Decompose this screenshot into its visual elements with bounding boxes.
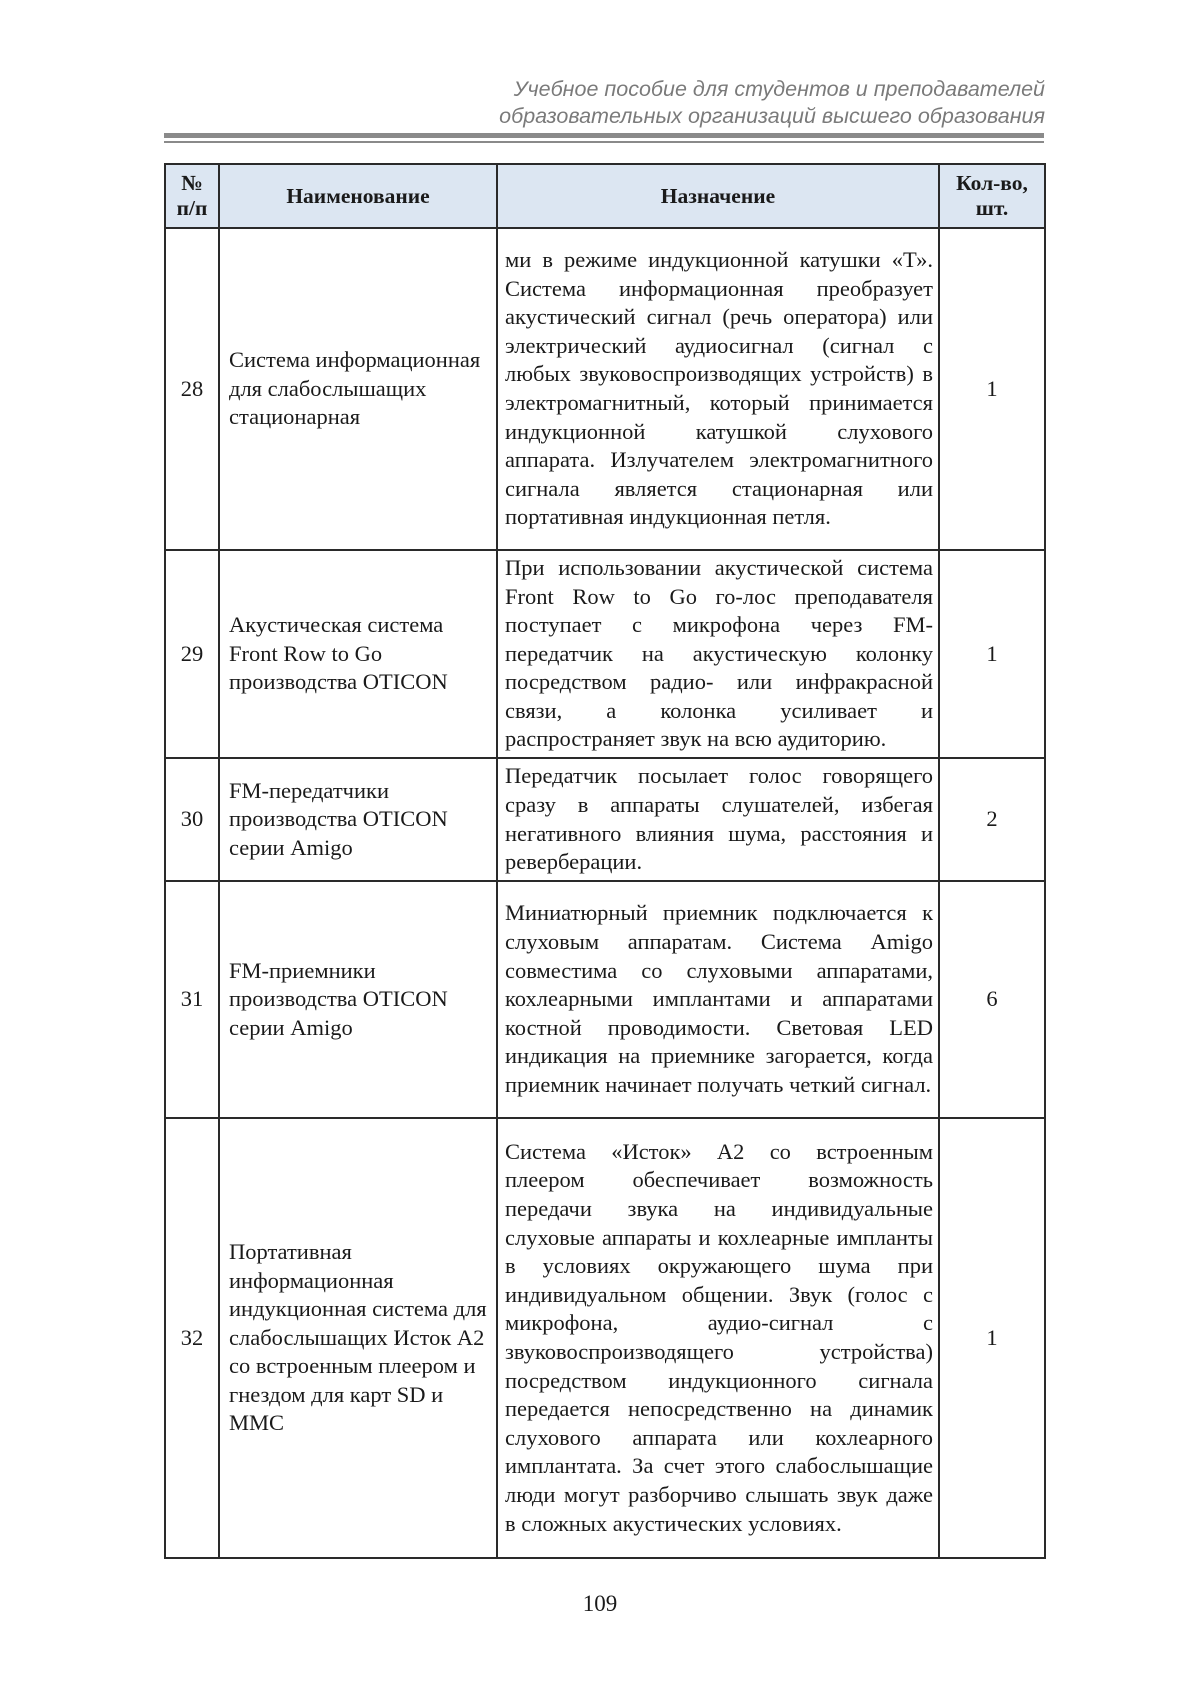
row-name: Акустическая система Front Row to Go производства OTICON [219, 550, 497, 758]
row-quantity: 6 [939, 881, 1045, 1118]
row-quantity: 1 [939, 550, 1045, 758]
table-row [165, 1118, 1045, 1558]
header-rule-thin [164, 141, 1044, 143]
row-quantity: 2 [939, 758, 1045, 881]
table-row [165, 228, 1045, 550]
table-row [165, 550, 1045, 758]
row-number: 30 [165, 758, 219, 881]
header-purpose: Назначение [497, 164, 939, 228]
page-number: 109 [582, 1591, 618, 1616]
header-qty-unit: шт. [975, 196, 1009, 220]
header-num [165, 164, 219, 228]
row-purpose: При использовании акустической система Front Row to Go го-лос преподавателя поступает с микрофона через FM-передатчик на акустическую колонку посредством радио- или инфракрасной связи, а колонка усиливает и распространяет звук на всю аудиторию. [497, 550, 939, 758]
table-row [165, 758, 1045, 881]
header-qty [939, 164, 1045, 228]
row-purpose: Передатчик посылает голос говорящего сразу в аппараты слушателей, избегая негативного влияния шума, расстояния и реверберации. [497, 758, 939, 881]
row-number: 31 [165, 881, 219, 1118]
row-name: Портативная информационная индукционная система для слабослышащих Исток А2 со встроенным плеером и гнездом для карт SD и MMC [219, 1118, 497, 1558]
row-purpose: Система «Исток» А2 со встроенным плеером обеспечивает возможность передачи звука на индивидуальные слуховые аппараты и кохлеарные импланты в условиях окружающего шума при индивидуальном общении. Звук (голос с микрофона, аудио-сигнал с звуковоспроизводящего устройства) посредством индукционного сигнала передается непосредственно на динамик слухового аппарата или кохлеарного имплантата. За счет этого слабослышащие люди могут разборчиво слышать звук даже в сложных акустических условиях. [497, 1118, 939, 1558]
header-rule-thick [164, 133, 1044, 138]
row-number: 32 [165, 1118, 219, 1558]
running-head-line-1: Учебное пособие для студентов и преподавателей [513, 77, 1045, 101]
row-number: 29 [165, 550, 219, 758]
row-quantity: 1 [939, 1118, 1045, 1558]
table-header-row [165, 164, 1045, 228]
row-number: 28 [165, 228, 219, 550]
row-name: Система информационная для слабослышащих стационарная [219, 228, 497, 550]
row-name: FM-приемники производства OTICON серии Amigo [219, 881, 497, 1118]
header-num-symbol: № [181, 171, 203, 195]
row-purpose: Миниатюрный приемник подключается к слуховым аппаратам. Система Amigo совместима со слуховыми аппаратами, кохлеарными имплантами и аппаратами костной проводимости. Световая LED индикация на приемнике загорается, когда приемник начинает получать четкий сигнал. [497, 881, 939, 1118]
row-quantity: 1 [939, 228, 1045, 550]
row-name: FM-передатчики производства OTICON серии Amigo [219, 758, 497, 881]
row-purpose: ми в режиме индукционной катушки «Т». Система информационная преобразует акустический сигнал (речь оператора) или электрический аудиосигнал (сигнал с любых звуковоспроизводящих устройств) в электромагнитный, который принимается индукционной катушкой слухового аппарата. Излучателем электромагнитного сигнала является стационарная или портативная индукционная петля. [497, 228, 939, 550]
equipment-table [164, 163, 1046, 1559]
header-num-abbrev: п/п [176, 196, 208, 220]
table-row [165, 881, 1045, 1118]
header-name: Наименование [219, 164, 497, 228]
running-head-line-2: образовательных организаций высшего образования [499, 104, 1045, 128]
running-head [145, 76, 1045, 130]
header-qty-label: Кол-во, [956, 171, 1028, 195]
